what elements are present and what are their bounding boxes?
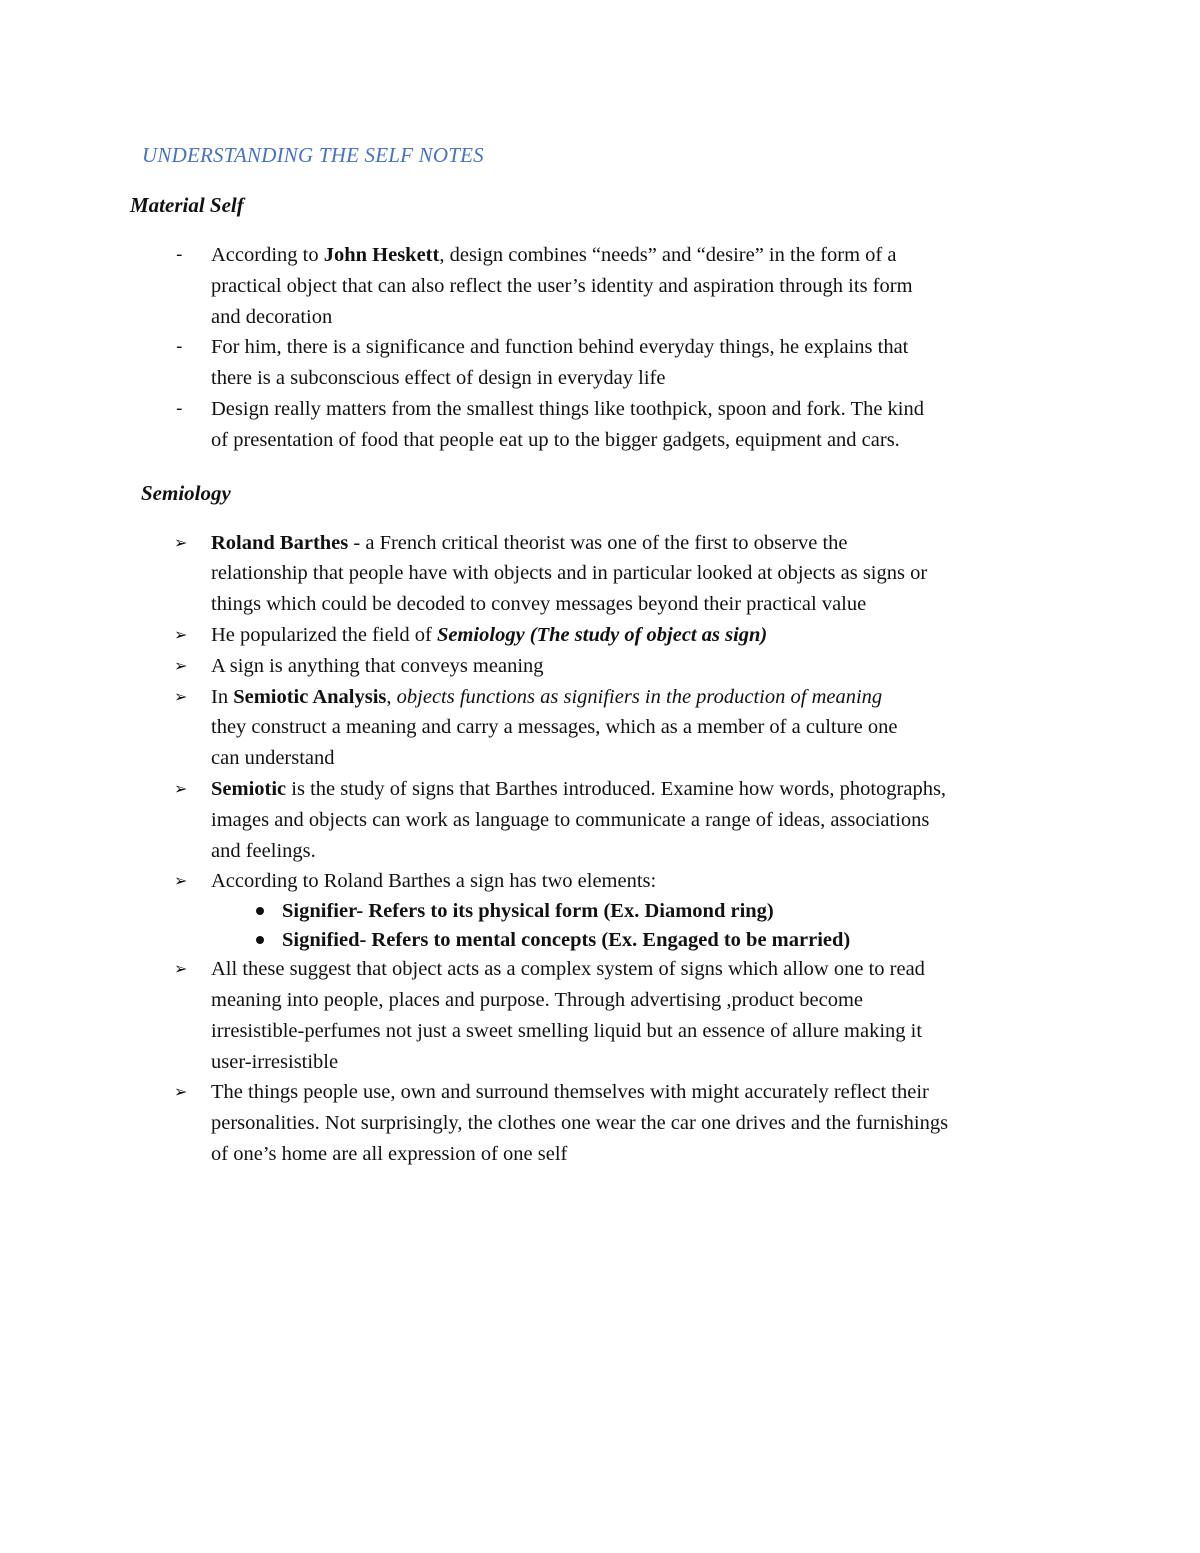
material-self-list bbox=[130, 240, 1070, 456]
arrow-bullet-icon: ➢ bbox=[174, 1082, 188, 1102]
arrow-bullet-icon: ➢ bbox=[174, 686, 188, 706]
list-item: ➢ Roland Barthes - a French critical theorist was one of the first to observe the relationship that people have with objects and in particular looked at objects as signs or things which could be decoded to convey messages beyond their practical value bbox=[130, 528, 1070, 620]
semiology-definition: Semiology (The study of object as sign) bbox=[436, 623, 768, 646]
dash-bullet: - bbox=[176, 336, 183, 358]
sub-list-item: Signified- Refers to mental concepts (Ex. Engaged to be married) bbox=[130, 926, 1070, 955]
list-item: - According to John Heskett, design combines “needs” and “desire” in the form of a practical object that can also reflect the user’s identity and aspiration through its form and decoration bbox=[130, 240, 1070, 332]
list-item: ➢ Semiotic is the study of signs that Barthes introduced. Examine how words, photographs, images and objects can work as language to communicate a range of ideas, associations and feelings. bbox=[130, 774, 1070, 866]
list-item: ➢ All these suggest that object acts as a complex system of signs which allow one to read meaning into people, places and purpose. Through advertising ,product become irresistible-perfumes not just a sweet smelling liquid but an essence of allure making it user-irresistible bbox=[130, 954, 1070, 1077]
list-item: ➢ The things people use, own and surround themselves with might accurately reflect their personalities. Not surprisingly, the clothes one wear the car one drives and the furnishings of one’s home are all expression of one self bbox=[130, 1077, 1070, 1169]
arrow-bullet-icon: ➢ bbox=[174, 655, 188, 675]
bullet-dot-icon bbox=[256, 907, 264, 915]
name-john-heskett: John Heskett bbox=[323, 244, 440, 266]
dash-bullet: - bbox=[176, 397, 183, 419]
semiology-list bbox=[130, 528, 1070, 1170]
arrow-bullet-icon: ➢ bbox=[174, 871, 188, 891]
list-item: - Design really matters from the smallest things like toothpick, spoon and fork. The kind of presentation of food that people eat up to the bigger gadgets, equipment and cars. bbox=[130, 394, 1070, 456]
document-title: UNDERSTANDING THE SELF NOTES bbox=[142, 143, 484, 167]
name-roland-barthes: Roland Barthes bbox=[211, 531, 349, 554]
sub-list-item: Signifier- Refers to its physical form (Ex. Diamond ring) bbox=[130, 897, 1070, 926]
term-semiotic-analysis: Semiotic Analysis bbox=[233, 685, 387, 708]
arrow-bullet-icon: ➢ bbox=[174, 959, 188, 979]
dash-bullet: - bbox=[176, 244, 183, 265]
list-item: ➢ According to Roland Barthes a sign has two elements: Signifier- Refers to its physical form (Ex. Diamond ring) Signified- Refers to mental concepts (Ex. Engaged to be married) bbox=[130, 866, 1070, 954]
list-item: - For him, there is a significance and function behind everyday things, he explains that there is a subconscious effect of design in everyday life bbox=[130, 332, 1070, 394]
list-item: ➢ He popularized the field of Semiology (The study of object as sign) bbox=[130, 620, 1070, 651]
term-semiotic: Semiotic bbox=[211, 777, 287, 800]
list-item: ➢ In Semiotic Analysis, objects functions as signifiers in the production of meaning they construct a meaning and carry a messages, which as a member of a culture one can understand bbox=[130, 682, 1070, 774]
arrow-bullet-icon: ➢ bbox=[174, 624, 188, 644]
arrow-bullet-icon: ➢ bbox=[174, 532, 188, 552]
bullet-dot-icon bbox=[256, 936, 264, 944]
list-item: ➢ A sign is anything that conveys meaning bbox=[130, 651, 1070, 682]
heading-semiology: Semiology bbox=[141, 480, 231, 505]
sign-elements-list bbox=[130, 897, 1070, 954]
heading-material-self: Material Self bbox=[130, 193, 244, 217]
arrow-bullet-icon: ➢ bbox=[174, 778, 188, 798]
